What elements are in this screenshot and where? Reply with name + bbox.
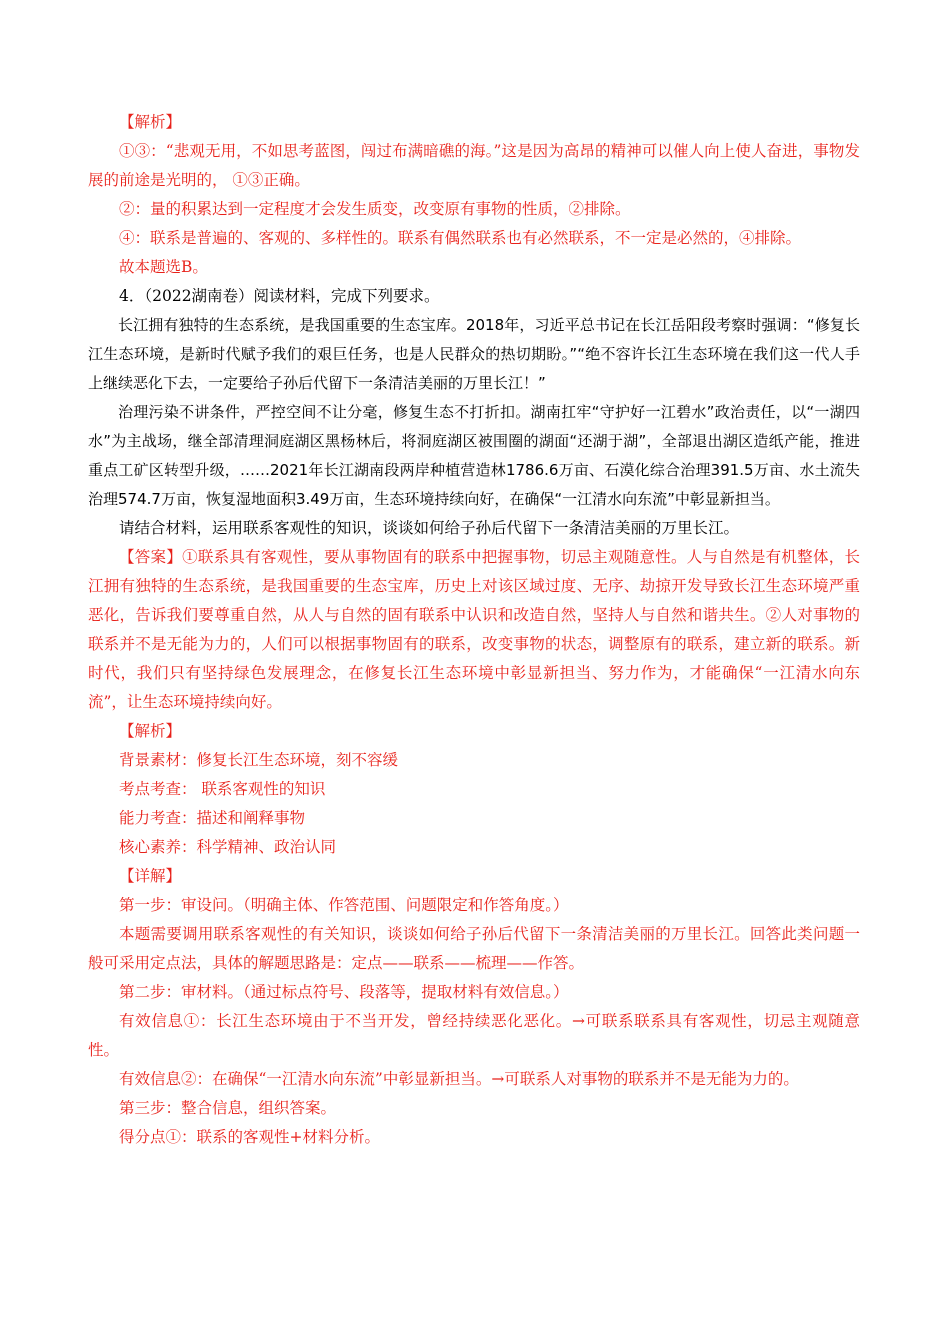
detail-step-3: 第三步：整合信息，组织答案。 <box>119 1099 337 1117</box>
analysis-point-4: ④：联系是普遍的、客观的、多样性的。联系有偶然联系也有必然联系，不一定是必然的，④排除。 <box>119 229 802 247</box>
detail-info-2: 有效信息②：在确保“一江清水向东流”中彰显新担当。→可联系人对事物的联系并不是无能为力的。 <box>119 1070 799 1088</box>
background-material: 背景素材：修复长江生态环境，刻不容缓 <box>119 751 399 769</box>
ability-check: 能力考查：描述和阐释事物 <box>119 809 306 827</box>
document-page <box>88 108 860 1152</box>
analysis-point-2: ②：量的积累达到一定程度才会发生质变，改变原有事物的性质，②排除。 <box>119 200 631 218</box>
exam-point: 考点考查： 联系客观性的知识 <box>119 780 326 798</box>
question-4-answer: 【答案】①联系具有客观性，要从事物固有的联系中把握事物，切忌主观随意性。人与自然是有机整体，长江拥有独特的生态系统，是我国重要的生态宝库，历史上对该区域过度、无序、劫掠开发导致长江生态环境严重恶化，告诉我们要尊重自然，从人与自然的固有联系中认识和改造自然，坚持人与自然和谐共生。②人对事物的联系并不是无能为力的，人们可以根据事物固有的联系，改变事物的状态，调整原有的联系，建立新的联系。新时代，我们只有坚持绿色发展理念，在修复长江生态环境中彰显新担当、努力作为，才能确保“一江清水向东流”，让生态环境持续向好。 <box>88 548 860 711</box>
detail-step-1: 第一步：审设问。（明确主体、作答范围、问题限定和作答角度。） <box>119 896 569 914</box>
analysis-conclusion: 故本题选B。 <box>119 258 208 276</box>
analysis-heading: 【解析】 <box>119 113 182 131</box>
detail-heading: 【详解】 <box>119 867 182 885</box>
analysis-point-1-3: ①③：“悲观无用，不如思考蓝图，闯过布满暗礁的海。”这是因为高昂的精神可以催人向上使人奋进，事物发展的前途是光明的， ①③正确。 <box>88 142 860 189</box>
question-4-material-2: 治理污染不讲条件，严控空间不让分毫，修复生态不打折扣。湖南扛牢“守护好一江碧水”政治责任，以“一湖四水”为主战场，继全部清理洞庭湖区黑杨林后，将洞庭湖区被围圈的湖面“还湖于湖”，全部退出湖区造纸产能，推进重点工矿区转型升级，……2021年长江湖南段两岸种植营造林1786.6万亩、石漠化综合治理391.5万亩、水土流失治理574.7万亩，恢复湿地面积3.49万亩，生态环境持续向好，在确保“一江清水向东流”中彰显新担当。 <box>88 403 860 508</box>
detail-step-2: 第二步：审材料。（通过标点符号、段落等，提取材料有效信息。） <box>119 983 569 1001</box>
detail-info-1: 有效信息①：长江生态环境由于不当开发，曾经持续恶化恶化。→可联系联系具有客观性，切忌主观随意性。 <box>88 1012 860 1059</box>
question-4-prompt: 请结合材料，运用联系客观性的知识，谈谈如何给子孙后代留下一条清洁美丽的万里长江。 <box>119 519 740 537</box>
detail-score-1: 得分点①：联系的客观性+材料分析。 <box>119 1128 380 1146</box>
question-4-stem: 4．（2022湖南卷）阅读材料，完成下列要求。 <box>119 287 440 305</box>
analysis-2-heading: 【解析】 <box>119 722 182 740</box>
question-4-material-1: 长江拥有独特的生态系统，是我国重要的生态宝库。2018年，习近平总书记在长江岳阳段考察时强调：“修复长江生态环境，是新时代赋予我们的艰巨任务，也是人民群众的热切期盼。”“绝不容许长江生态环境在我们这一代人手上继续恶化下去，一定要给子孙后代留下一条清洁美丽的万里长江！” <box>88 316 860 392</box>
detail-step-1-text: 本题需要调用联系客观性的有关知识，谈谈如何给子孙后代留下一条清洁美丽的万里长江。回答此类问题一般可采用定点法，具体的解题思路是：定点——联系——梳理——作答。 <box>88 925 860 972</box>
core-literacy: 核心素养：科学精神、政治认同 <box>119 838 337 856</box>
